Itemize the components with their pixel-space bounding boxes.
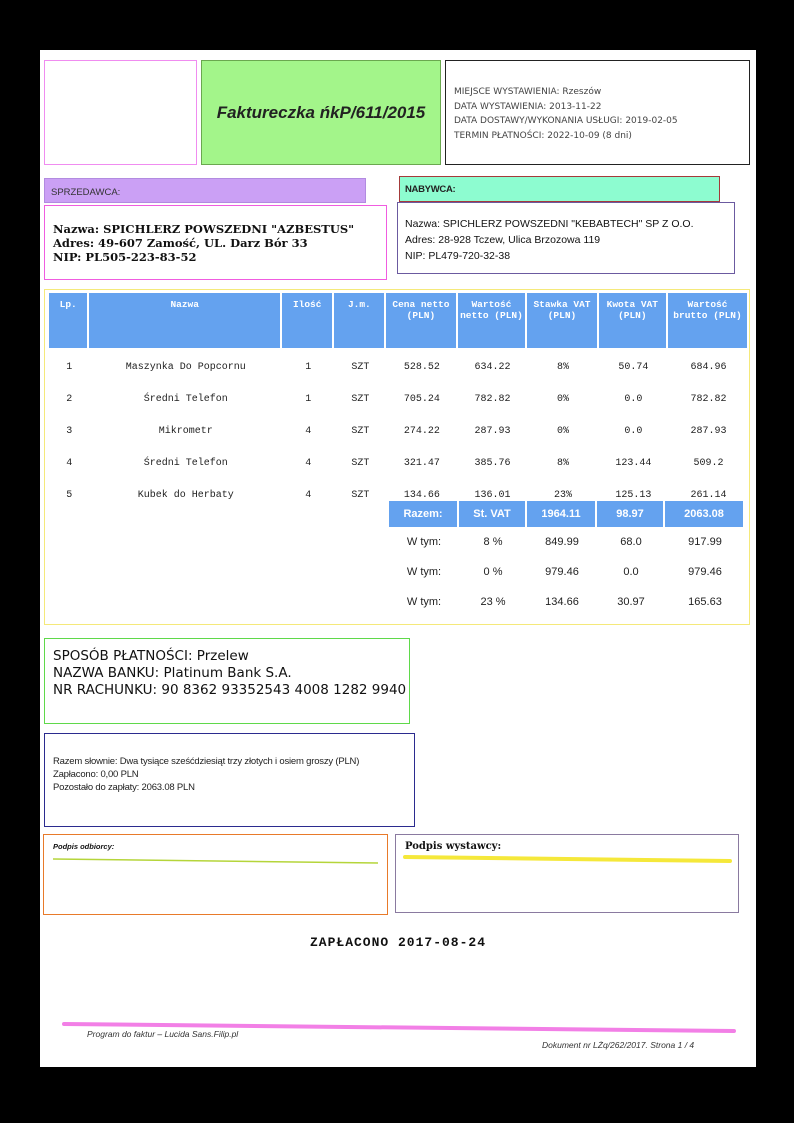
totals-row-vat: 0.0 — [623, 566, 639, 578]
cell-name: Średni Telefon — [143, 393, 228, 405]
buyer-details — [397, 202, 735, 274]
logo-placeholder — [44, 60, 197, 165]
buyer-address: Adres: 28-928 Tczew, Ulica Brzozowa 119 — [405, 234, 601, 246]
col-vat-rate: Stawka VAT (PLN) — [527, 293, 598, 348]
cell-lp: 3 — [66, 425, 73, 437]
totals-vat-label: St. VAT — [459, 501, 527, 527]
amount-remaining: Pozostało do zapłaty: 2063.08 PLN — [53, 782, 195, 793]
totals-row-net: 849.99 — [545, 536, 579, 548]
cell-qty: 1 — [305, 361, 312, 373]
col-name: Nazwa — [89, 293, 282, 348]
cell-gross: 782.82 — [690, 393, 727, 405]
buyer-nip: NIP: PL479-720-32-38 — [405, 250, 511, 262]
delivery-date: DATA DOSTAWY/WYKONANIA USŁUGI: 2019-02-05 — [454, 116, 678, 126]
totals-row-vat: 30.97 — [617, 596, 645, 608]
col-vat-amount: Kwota VAT (PLN) — [599, 293, 668, 348]
totals-row — [389, 587, 745, 617]
cell-gross: 287.93 — [690, 425, 727, 437]
cell-gross: 261.14 — [690, 489, 727, 501]
seller-address: Adres: 49-607 Zamość, UL. Darz Bór 33 — [53, 236, 308, 250]
cell-qty: 4 — [305, 425, 312, 437]
cell-gross: 684.96 — [690, 361, 727, 373]
col-qty: Ilość — [282, 293, 334, 348]
bank-name: NAZWA BANKU: Platinum Bank S.A. — [53, 665, 292, 681]
cell-qty: 4 — [305, 489, 312, 501]
issue-place: MIEJSCE WYSTAWIENIA: Rzeszów — [454, 87, 602, 97]
totals-row-rate: 8 % — [483, 536, 503, 548]
cell-unit: SZT — [351, 457, 370, 469]
title-box — [201, 60, 441, 165]
amount-summary — [44, 733, 415, 827]
cell-net-price: 274.22 — [403, 425, 440, 437]
receiver-signature-label: Podpis odbiorcy: — [53, 842, 115, 851]
cell-name: Maszynka Do Popcornu — [125, 361, 246, 373]
receiver-signature-line — [44, 835, 389, 916]
invoice-title: Faktureczka ńkP/611/2015 — [216, 102, 426, 122]
totals-gross: 2063.08 — [665, 501, 745, 527]
cell-qty: 4 — [305, 457, 312, 469]
cell-name: Kubek do Herbaty — [137, 489, 234, 501]
totals-net: 1964.11 — [527, 501, 597, 527]
seller-name: Nazwa: SPICHLERZ POWSZEDNI "AZBESTUS" — [53, 222, 355, 236]
cell-unit: SZT — [351, 393, 370, 405]
totals-row-rate: 23 % — [480, 596, 506, 608]
cell-lp: 1 — [66, 361, 73, 373]
totals-header-row — [389, 501, 745, 527]
col-unit: J.m. — [334, 293, 386, 348]
buyer-heading: NABYWCA: — [399, 176, 720, 202]
cell-unit: SZT — [351, 425, 370, 437]
cell-vat-amount: 0.0 — [624, 425, 643, 437]
items-table — [49, 293, 749, 511]
cell-vat-amount: 0.0 — [624, 393, 643, 405]
cell-lp: 2 — [66, 393, 73, 405]
cell-unit: SZT — [351, 361, 370, 373]
totals-row-net: 979.46 — [545, 566, 579, 578]
cell-net-value: 287.93 — [474, 425, 511, 437]
col-gross: Wartość brutto (PLN) — [668, 293, 749, 348]
cell-vat-rate: 0% — [556, 393, 569, 405]
issuer-signature-label: Podpis wystawcy: — [405, 841, 502, 852]
cell-vat-rate: 23% — [553, 489, 572, 501]
col-net-price: Cena netto (PLN) — [386, 293, 457, 348]
totals-row — [389, 557, 745, 587]
cell-vat-amount: 50.74 — [618, 361, 649, 373]
cell-unit: SZT — [351, 489, 370, 501]
issue-date: DATA WYSTAWIENIA: 2013-11-22 — [454, 101, 602, 112]
cell-net-value: 385.76 — [474, 457, 511, 469]
cell-vat-rate: 0% — [556, 425, 569, 437]
cell-net-value: 136.01 — [474, 489, 511, 501]
totals-row-rate: 0 % — [483, 566, 503, 578]
footer-document-number: Dokument nr LŻq/262/2017. Strona 1 / 4 — [542, 1040, 695, 1050]
totals-row-gross: 979.46 — [688, 566, 722, 578]
cell-name: Mikrometr — [158, 425, 213, 437]
cell-net-price: 321.47 — [403, 457, 440, 469]
cell-net-price: 705.24 — [403, 393, 440, 405]
col-net-value: Wartość netto (PLN) — [458, 293, 528, 348]
cell-gross: 509.2 — [693, 457, 724, 469]
seller-heading: SPRZEDAWCA: — [44, 178, 366, 203]
totals-row-label: W tym: — [406, 566, 442, 578]
totals-row-gross: 165.63 — [688, 596, 722, 608]
cell-net-value: 782.82 — [474, 393, 511, 405]
footer-program: Program do faktur – Lucida Sans.Filip.pl — [87, 1029, 239, 1039]
vat-summary — [389, 501, 745, 617]
issuer-signature-box — [395, 834, 739, 913]
table-row — [49, 383, 749, 415]
account-number: NR RACHUNKU: 90 8362 93352543 4008 1282 9940 — [53, 682, 407, 698]
table-header-row — [49, 293, 749, 348]
invoice-page — [40, 50, 756, 1067]
totals-row-vat: 68.0 — [620, 536, 642, 548]
cell-name: Średni Telefon — [143, 457, 228, 469]
totals-row-label: W tym: — [406, 536, 442, 548]
totals-row — [389, 527, 745, 557]
cell-net-value: 634.22 — [474, 361, 511, 373]
cell-vat-rate: 8% — [556, 361, 569, 373]
totals-vat: 98.97 — [597, 501, 665, 527]
cell-net-price: 134.66 — [403, 489, 440, 501]
payment-due: TERMIN PŁATNOŚCI: 2022-10-09 (8 dni) — [454, 130, 632, 141]
table-row — [49, 447, 749, 479]
cell-vat-amount: 125.13 — [615, 489, 652, 501]
seller-nip: NIP: PL505-223-83-52 — [53, 250, 197, 264]
cell-lp: 5 — [66, 489, 73, 501]
payment-method: SPOSÓB PŁATNOŚCI: Przelew — [53, 648, 249, 664]
issuer-signature-line — [396, 835, 740, 914]
payment-details — [44, 638, 410, 724]
receiver-signature-box — [43, 834, 388, 915]
table-row — [49, 415, 749, 447]
totals-row-gross: 917.99 — [688, 536, 722, 548]
amount-paid: Zapłacono: 0,00 PLN — [53, 769, 139, 780]
dates-box — [445, 60, 750, 165]
totals-row-label: W tym: — [406, 596, 442, 608]
cell-net-price: 528.52 — [403, 361, 440, 373]
totals-row-net: 134.66 — [545, 596, 579, 608]
cell-lp: 4 — [66, 457, 73, 469]
paid-stamp: ZAPŁACONO 2017-08-24 — [309, 935, 487, 950]
cell-qty: 1 — [305, 393, 312, 405]
buyer-name: Nazwa: SPICHLERZ POWSZEDNI "KEBABTECH" SP Z O.O. — [405, 218, 694, 230]
table-row — [49, 348, 749, 383]
cell-vat-amount: 123.44 — [615, 457, 652, 469]
amount-in-words: Razem słownie: Dwa tysiące sześćdziesiąt trzy złotych i osiem groszy (PLN) — [53, 756, 360, 767]
col-lp: Lp. — [49, 293, 89, 348]
cell-vat-rate: 8% — [556, 457, 569, 469]
totals-label: Razem: — [389, 501, 459, 527]
seller-details — [44, 205, 387, 280]
